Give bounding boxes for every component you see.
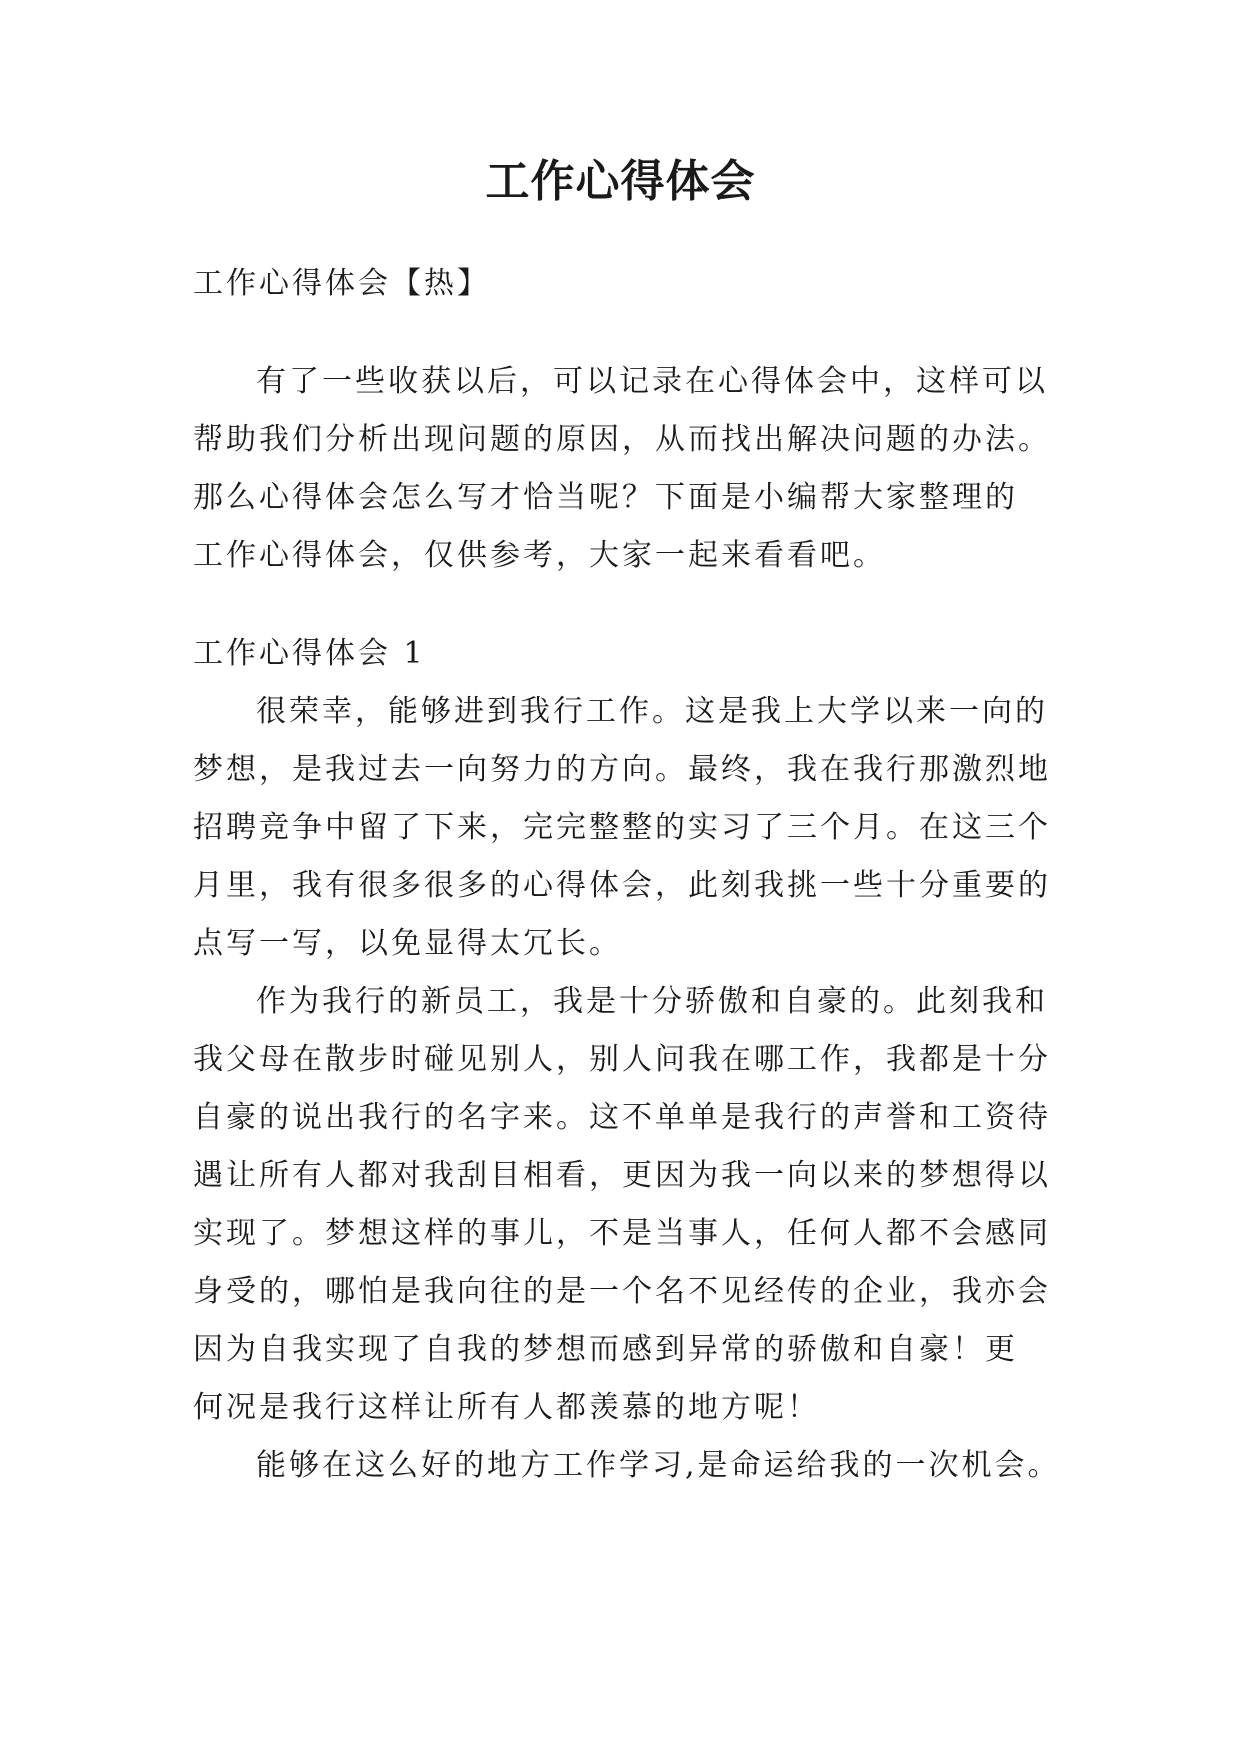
document-title: 工作心得体会 (485, 156, 756, 207)
paragraph-line: 何况是我行这样让所有人都羡慕的地方呢！ (193, 1390, 820, 1425)
intro-line: 工作心得体会，仅供参考，大家一起来看看吧。 (193, 538, 886, 573)
paragraph-line: 点写一写，以免显得太冗长。 (193, 926, 622, 961)
intro-line: 那么心得体会怎么写才恰当呢？下面是小编帮大家整理的 (193, 480, 1018, 515)
paragraph-line: 月里，我有很多很多的心得体会，此刻我挑一些十分重要的 (193, 868, 1051, 903)
paragraph-line: 招聘竞争中留了下来，完完整整的实习了三个月。在这三个 (193, 810, 1051, 845)
paragraph-line: 很荣幸，能够进到我行工作。这是我上大学以来一向的 (256, 694, 1048, 729)
intro-line: 有了一些收获以后，可以记录在心得体会中，这样可以 (256, 364, 1048, 399)
paragraph-line: 我父母在散步时碰见别人，别人问我在哪工作，我都是十分 (193, 1042, 1051, 1077)
paragraph-line: 作为我行的新员工，我是十分骄傲和自豪的。此刻我和 (256, 984, 1048, 1019)
section-heading: 工作心得体会 1 (193, 636, 426, 671)
paragraph-line: 梦想，是我过去一向努力的方向。最终，我在我行那激烈地 (193, 752, 1051, 787)
paragraph-line: 自豪的说出我行的名字来。这不单单是我行的声誉和工资待 (193, 1100, 1051, 1135)
paragraph-line: 因为自我实现了自我的梦想而感到异常的骄傲和自豪！更 (193, 1332, 1018, 1367)
paragraph-line: 身受的，哪怕是我向往的是一个名不见经传的企业，我亦会 (193, 1274, 1051, 1309)
paragraph-line: 遇让所有人都对我刮目相看，更因为我一向以来的梦想得以 (193, 1158, 1051, 1193)
paragraph-line: 能够在这么好的地方工作学习,是命运给我的一次机会。 (256, 1448, 1061, 1483)
paragraph-line: 实现了。梦想这样的事儿，不是当事人，任何人都不会感同 (193, 1216, 1051, 1251)
intro-line: 帮助我们分析出现问题的原因，从而找出解决问题的办法。 (193, 422, 1051, 457)
document-subtitle: 工作心得体会【热】 (193, 266, 490, 301)
